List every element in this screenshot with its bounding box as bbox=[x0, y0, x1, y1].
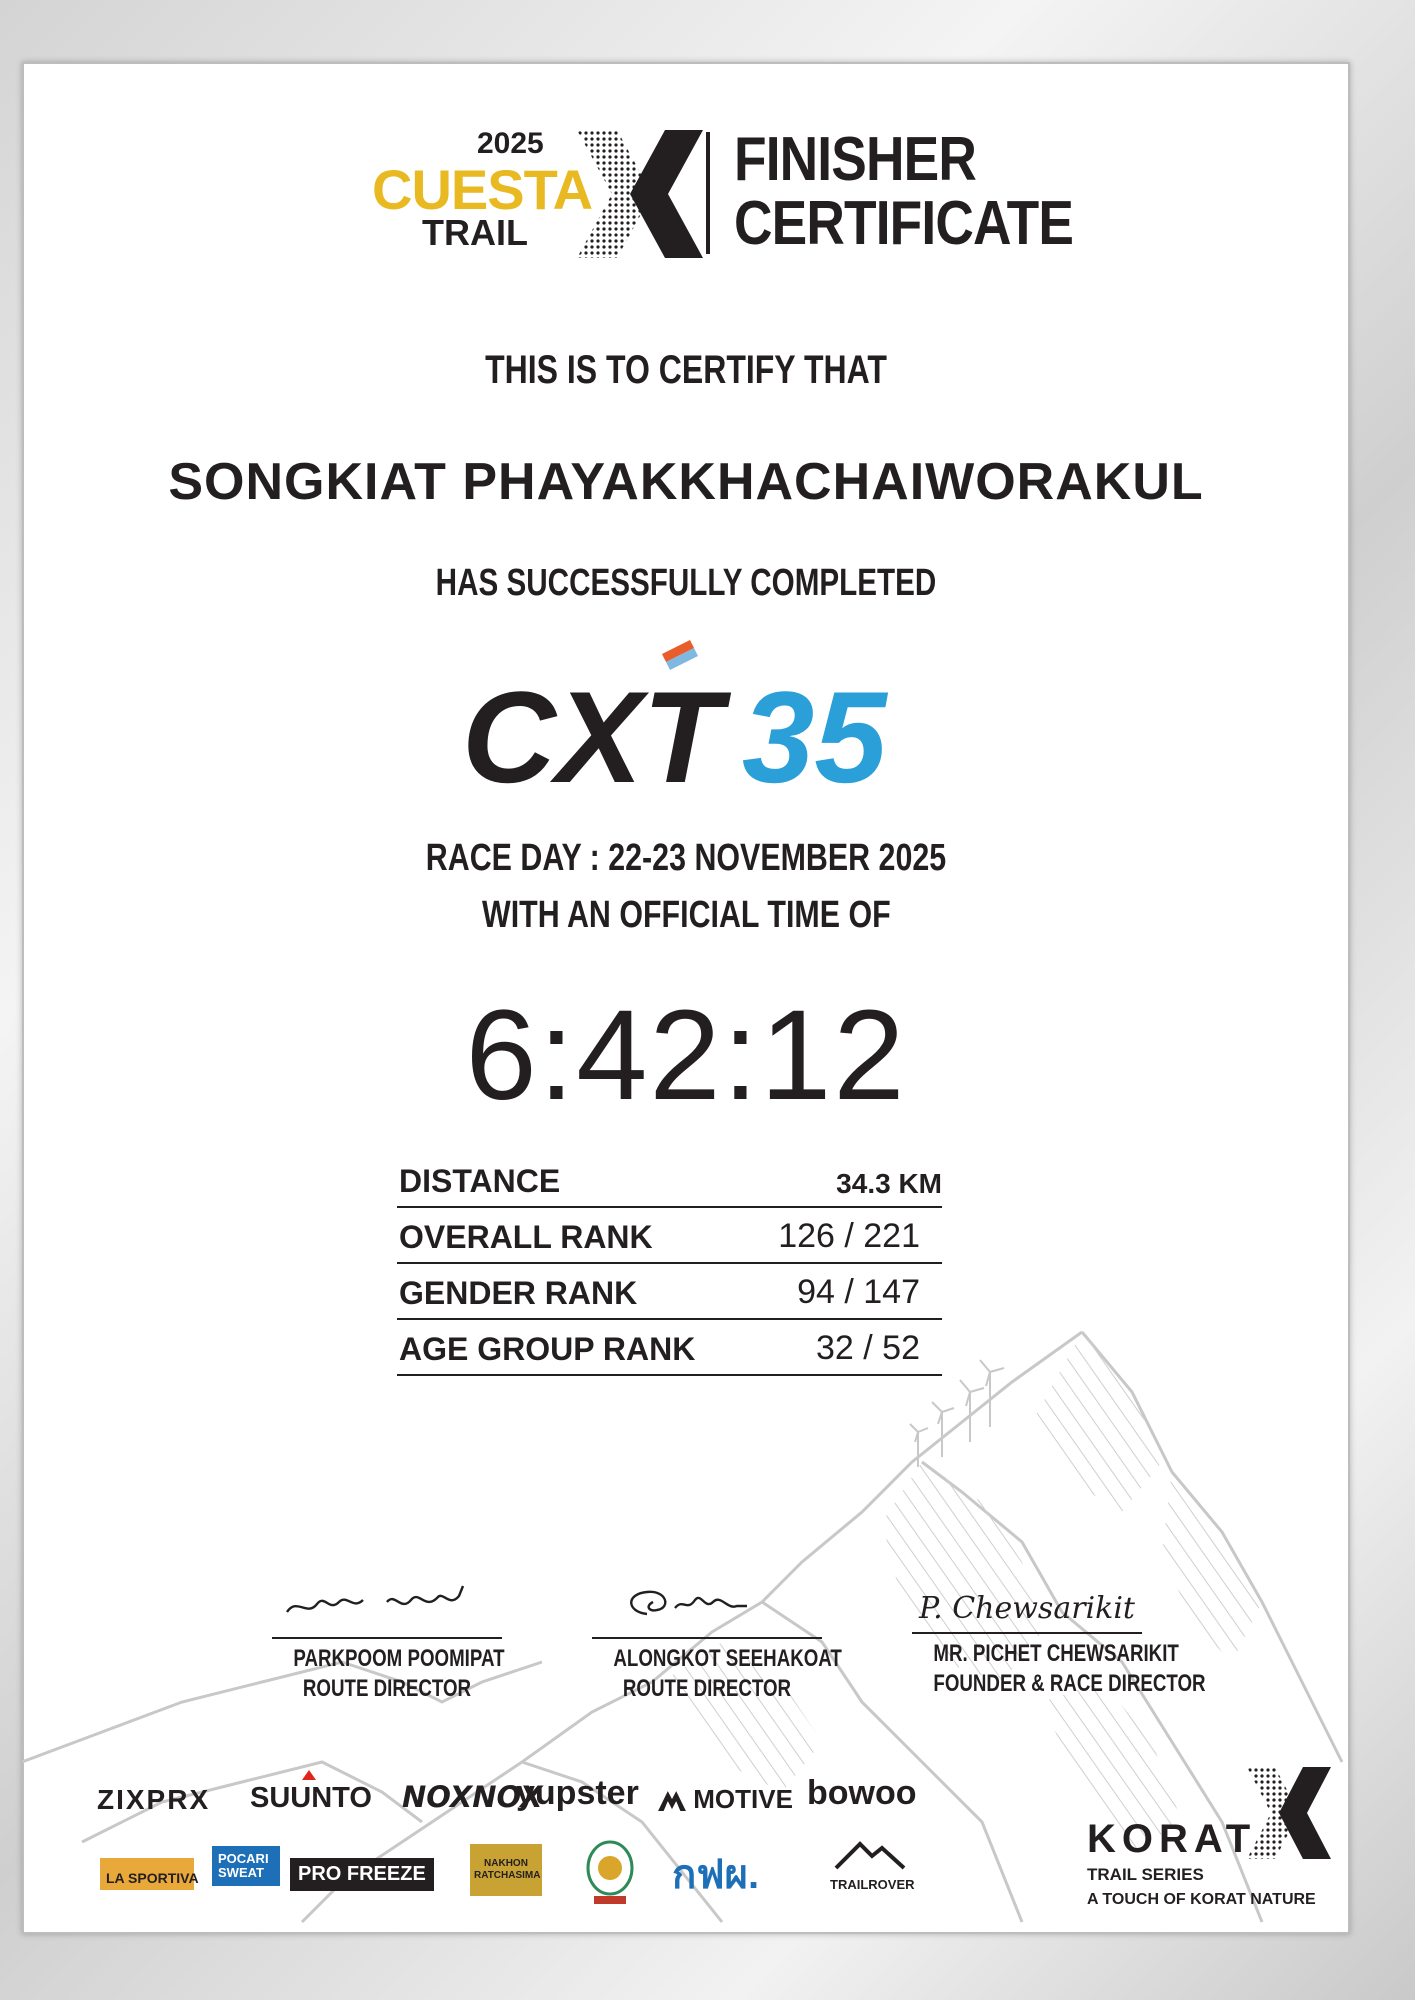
certificate-title-line2: CERTIFICATE bbox=[734, 189, 1074, 258]
stat-label: GENDER RANK bbox=[399, 1275, 638, 1311]
race-day-line: RACE DAY : 22-23 NOVEMBER 2025 bbox=[425, 837, 947, 879]
provincial-emblem-icon bbox=[584, 1838, 636, 1906]
cuesta-logo-subbrand: TRAIL bbox=[422, 212, 528, 253]
stat-row-gender-rank bbox=[397, 1264, 942, 1320]
sponsor-motive-logo bbox=[658, 1784, 793, 1815]
athlete-name: SONGKIAT PHAYAKKHACHAIWORAKUL bbox=[168, 453, 1204, 511]
sponsor-suunto-logo bbox=[250, 1782, 372, 1815]
cuesta-logo-year: 2025 bbox=[477, 127, 544, 160]
stat-row-age-group-rank bbox=[397, 1320, 942, 1376]
korat-x-icon bbox=[1247, 1767, 1331, 1859]
stat-row-distance bbox=[397, 1152, 942, 1208]
certify-line: THIS IS TO CERTIFY THAT bbox=[485, 348, 887, 392]
stats-table bbox=[397, 1152, 942, 1376]
certificate-title-line1: FINISHER bbox=[734, 125, 976, 194]
sponsor-suunto-text: SUUNTO bbox=[250, 1782, 372, 1814]
official-time-line: WITH AN OFFICIAL TIME OF bbox=[482, 894, 891, 936]
sponsor-zixprx-logo: ZIXPRX bbox=[97, 1784, 211, 1815]
suunto-triangle-icon bbox=[302, 1770, 316, 1780]
race-logo-letters: CXT bbox=[462, 664, 722, 810]
signature-line bbox=[272, 1637, 502, 1639]
stat-value: 34.3 KM bbox=[836, 1168, 942, 1199]
sponsor-noxnox-logo: NOXNOX bbox=[402, 1780, 543, 1814]
signature-block-3 bbox=[907, 1562, 1206, 1698]
sponsor-trailrover-logo bbox=[830, 1838, 915, 1892]
sponsor-pro-freeze-logo: PRO FREEZE bbox=[290, 1858, 434, 1891]
signature-script: P. Chewsarikit bbox=[919, 1591, 1135, 1626]
signature-block-2 bbox=[587, 1562, 842, 1703]
stat-value: 94 / 147 bbox=[797, 1273, 920, 1311]
trailrover-mountain-icon bbox=[830, 1838, 910, 1872]
race-logo-number: 35 bbox=[742, 664, 887, 810]
stat-label: OVERALL RANK bbox=[399, 1219, 653, 1255]
korat-series-label: TRAIL SERIES bbox=[1087, 1865, 1204, 1884]
korat-brand-name: KORAT bbox=[1087, 1817, 1257, 1861]
stat-label: DISTANCE bbox=[399, 1163, 561, 1199]
sponsor-nakhon-ratchasima-logo: NAKHON RATCHASIMA bbox=[470, 1844, 542, 1896]
korat-tagline: A TOUCH OF KORAT NATURE bbox=[1087, 1891, 1316, 1908]
signature-line bbox=[912, 1632, 1142, 1634]
signatory-name: PARKPOOM POOMIPAT bbox=[293, 1645, 505, 1672]
sponsor-motive-text: MOTIVE bbox=[693, 1784, 793, 1814]
signature-block-1 bbox=[267, 1562, 507, 1703]
signature-mark-2 bbox=[587, 1562, 827, 1632]
certificate-sheet bbox=[22, 62, 1350, 1934]
signatory-role: ROUTE DIRECTOR bbox=[622, 1675, 792, 1702]
sponsor-la-sportiva-logo: LA SPORTIVA bbox=[100, 1858, 194, 1890]
sponsor-egat-logo: กฟผ. bbox=[672, 1853, 760, 1897]
signature-line bbox=[592, 1637, 822, 1639]
stat-row-overall-rank bbox=[397, 1208, 942, 1264]
cuesta-x-logo-icon bbox=[577, 130, 707, 258]
motive-mark-icon bbox=[658, 1791, 686, 1811]
sponsor-pocari-sweat-logo: POCARI SWEAT bbox=[212, 1846, 280, 1886]
stat-label: AGE GROUP RANK bbox=[399, 1331, 696, 1367]
stat-value: 32 / 52 bbox=[816, 1329, 920, 1367]
signatory-role: ROUTE DIRECTOR bbox=[302, 1675, 472, 1702]
header-divider bbox=[706, 132, 710, 254]
sponsor-trailrover-text: TRAILROVER bbox=[830, 1877, 915, 1892]
certificate-title bbox=[734, 125, 1074, 258]
finish-time: 6:42:12 bbox=[465, 984, 907, 1127]
signature-mark-3 bbox=[907, 1562, 1147, 1632]
sponsor-yupster-logo: yupster bbox=[516, 1774, 639, 1812]
race-logo bbox=[462, 632, 902, 812]
signature-mark-1 bbox=[267, 1562, 507, 1632]
signatory-name: ALONGKOT SEEHAKOAT bbox=[613, 1645, 842, 1672]
sponsor-bowoo-logo: bowoo bbox=[807, 1774, 917, 1812]
korat-trail-series-logo bbox=[1087, 1807, 1337, 1908]
signatory-role: FOUNDER & RACE DIRECTOR bbox=[933, 1670, 1206, 1697]
signatory-name: MR. PICHET CHEWSARIKIT bbox=[933, 1640, 1179, 1667]
stat-value: 126 / 221 bbox=[778, 1217, 920, 1255]
completed-line: HAS SUCCESSFULLY COMPLETED bbox=[435, 562, 937, 604]
cuesta-logo-brand: CUESTA bbox=[372, 158, 593, 221]
